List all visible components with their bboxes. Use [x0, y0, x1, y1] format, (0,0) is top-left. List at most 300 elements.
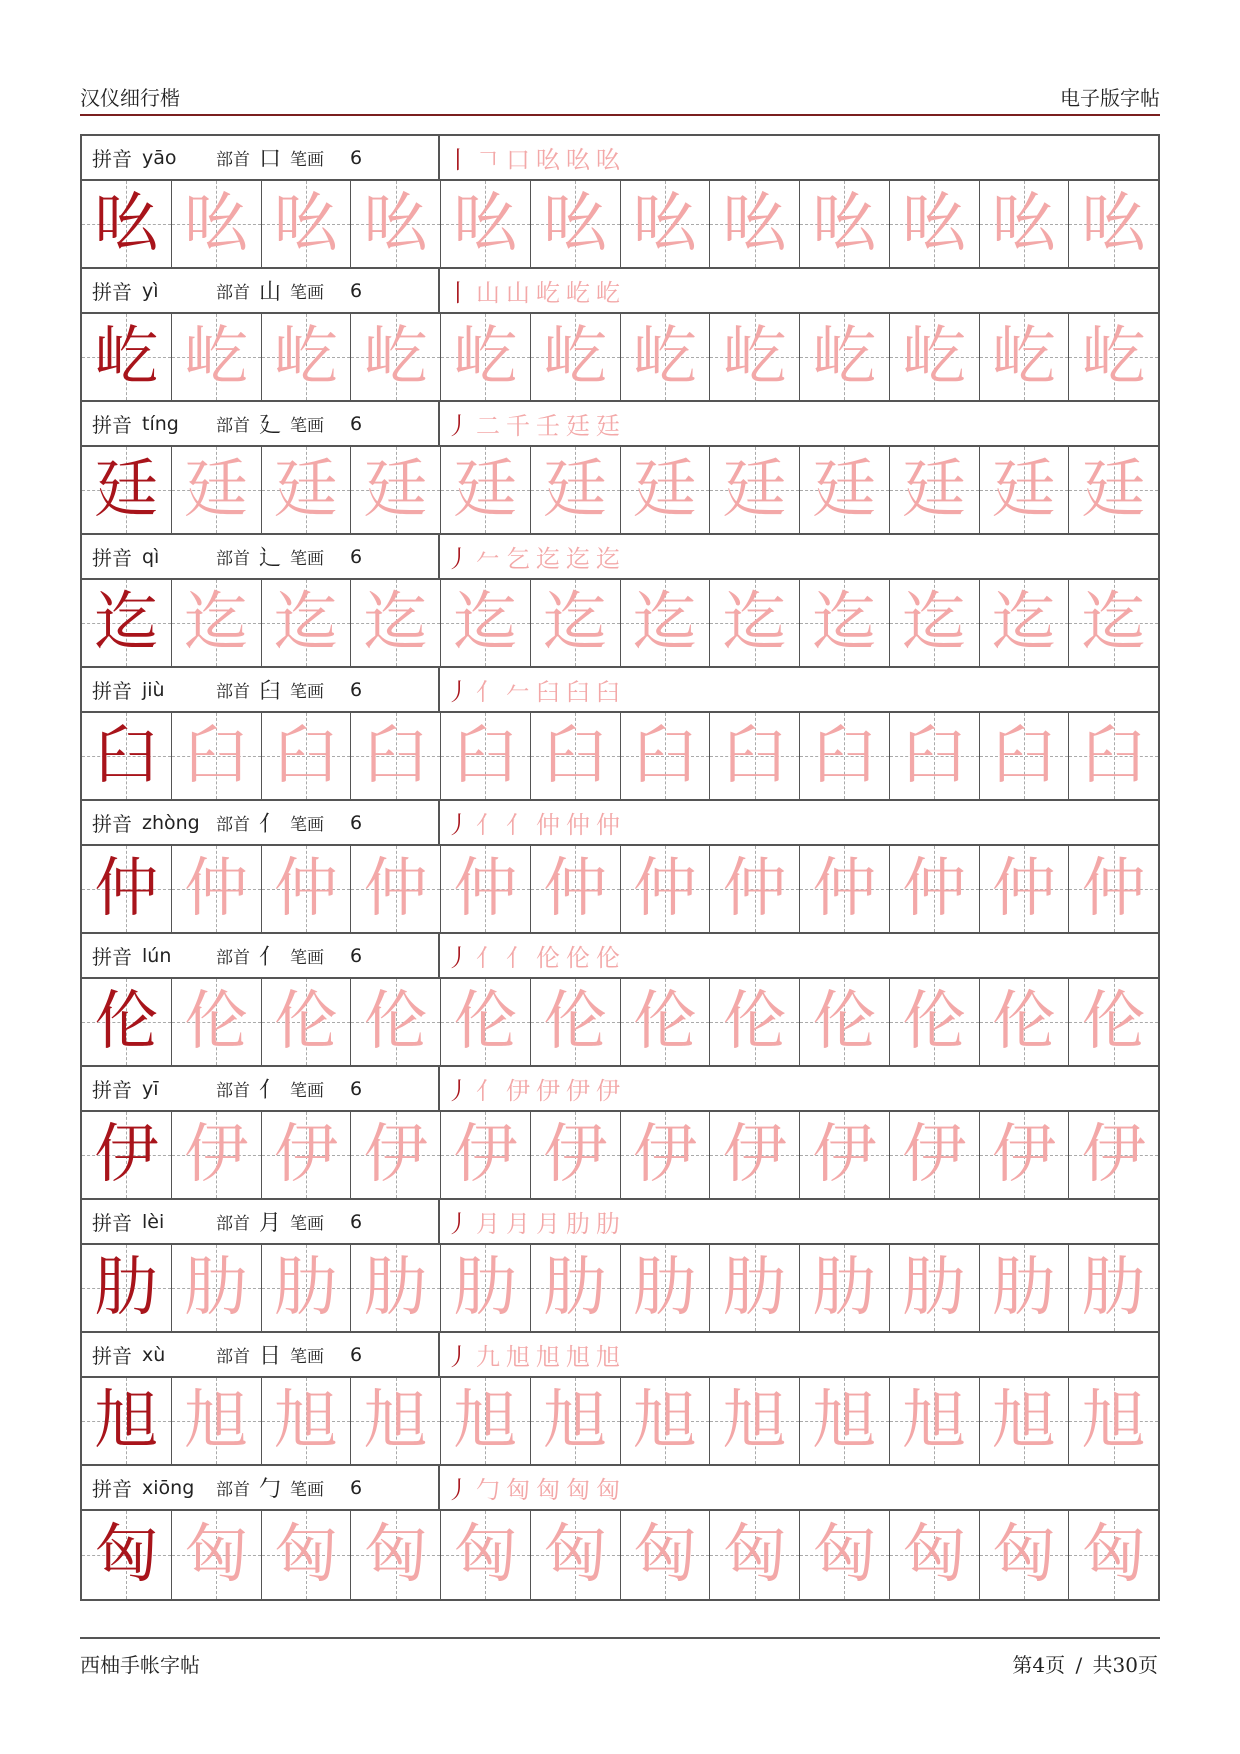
radical-label: 部首 — [216, 416, 250, 436]
trace-character: 匈 — [902, 1518, 967, 1592]
stroke-step: 丿 — [446, 545, 470, 573]
radical-value: 月 — [258, 1211, 281, 1236]
trace-character: 屹 — [273, 320, 338, 394]
stroke-step: 丿 — [446, 1077, 470, 1105]
trace-character: 伦 — [363, 985, 428, 1059]
trace-character-cell — [800, 846, 890, 932]
pinyin-value: tíng — [142, 412, 179, 435]
trace-character-cell — [710, 1511, 800, 1599]
pinyin-label: 拼音 — [92, 147, 132, 171]
trace-character-cell — [441, 580, 531, 666]
pinyin-label: 拼音 — [92, 1344, 132, 1368]
stroke-step: 臼 — [536, 678, 560, 706]
stroke-count-label: 笔画 — [290, 416, 324, 436]
stroke-step: 屹 — [536, 279, 560, 307]
pinyin-label: 拼音 — [92, 413, 132, 437]
character-meta — [82, 535, 440, 578]
trace-character-cell — [1069, 846, 1158, 932]
stroke-step: 丿 — [446, 1210, 470, 1238]
stroke-step: 臼 — [596, 678, 620, 706]
model-character: 屹 — [94, 320, 159, 394]
stroke-count-value: 6 — [350, 944, 363, 967]
pinyin-value: xù — [142, 1343, 166, 1366]
practice-grid-row — [82, 580, 1158, 668]
trace-character: 迄 — [722, 586, 787, 660]
character-entry — [82, 269, 1158, 402]
trace-character-cell — [441, 979, 531, 1065]
trace-character-cell — [890, 447, 980, 533]
stroke-step: 亻 — [506, 944, 530, 972]
character-meta — [82, 1067, 440, 1110]
trace-character-cell — [531, 181, 621, 267]
trace-character: 旭 — [1081, 1384, 1146, 1458]
trace-character-cell — [621, 181, 711, 267]
stroke-count-label: 笔画 — [290, 1480, 324, 1500]
trace-character: 屹 — [991, 320, 1056, 394]
trace-character-cell — [172, 713, 262, 799]
practice-grid-row — [82, 846, 1158, 934]
model-character-cell — [82, 181, 172, 267]
trace-character-cell — [351, 1378, 441, 1464]
model-character-cell — [82, 1245, 172, 1331]
model-character: 臼 — [94, 719, 159, 793]
stroke-step: 壬 — [536, 412, 560, 440]
trace-character-cell — [980, 1245, 1070, 1331]
trace-character: 旭 — [453, 1384, 518, 1458]
radical-value: 臼 — [258, 679, 281, 704]
model-character-cell — [82, 1112, 172, 1198]
trace-character-cell — [172, 1245, 262, 1331]
page-footer — [80, 1637, 1160, 1679]
stroke-step: 丿 — [446, 1343, 470, 1371]
stroke-step: 伦 — [566, 944, 590, 972]
trace-character-cell — [980, 1378, 1070, 1464]
trace-character-cell — [172, 1511, 262, 1599]
character-meta — [82, 934, 440, 977]
page-separator: / — [1075, 1653, 1083, 1677]
trace-character: 仲 — [543, 852, 608, 926]
trace-character: 吆 — [812, 187, 877, 261]
trace-character: 肋 — [632, 1251, 697, 1325]
trace-character: 臼 — [453, 719, 518, 793]
trace-character-cell — [890, 1378, 980, 1464]
trace-character: 肋 — [184, 1251, 249, 1325]
trace-character: 迄 — [902, 586, 967, 660]
model-character: 肋 — [94, 1251, 159, 1325]
stroke-step: 伊 — [566, 1077, 590, 1105]
stroke-step: 伊 — [596, 1077, 620, 1105]
trace-character: 屹 — [363, 320, 428, 394]
stroke-step: 旭 — [506, 1343, 530, 1371]
trace-character: 廷 — [722, 453, 787, 527]
stroke-order-sequence — [440, 1067, 1158, 1110]
stroke-step: 丿 — [446, 412, 470, 440]
trace-character: 臼 — [543, 719, 608, 793]
trace-character: 迄 — [184, 586, 249, 660]
radical-value: 廴 — [258, 413, 281, 438]
practice-grid-row — [82, 1378, 1158, 1466]
trace-character-cell — [531, 1378, 621, 1464]
stroke-step: 𠃍 — [476, 146, 500, 174]
trace-character-cell — [800, 713, 890, 799]
trace-character-cell — [262, 1378, 352, 1464]
trace-character: 廷 — [902, 453, 967, 527]
trace-character-cell — [262, 979, 352, 1065]
trace-character-cell — [710, 181, 800, 267]
trace-character-cell — [890, 1511, 980, 1599]
pinyin-label: 拼音 — [92, 1211, 132, 1235]
trace-character-cell — [351, 580, 441, 666]
radical-label: 部首 — [216, 815, 250, 835]
stroke-step: 屹 — [596, 279, 620, 307]
trace-character: 吆 — [543, 187, 608, 261]
trace-character-cell — [172, 447, 262, 533]
trace-character: 伊 — [1081, 1118, 1146, 1192]
trace-character: 伊 — [722, 1118, 787, 1192]
trace-character-cell — [980, 979, 1070, 1065]
page-number: 第4页 — [1012, 1653, 1066, 1677]
stroke-step: 肋 — [596, 1210, 620, 1238]
page-total: 共30页 — [1092, 1653, 1158, 1677]
trace-character: 匈 — [184, 1518, 249, 1592]
trace-character-cell — [262, 447, 352, 533]
trace-character-cell — [890, 979, 980, 1065]
trace-character: 肋 — [812, 1251, 877, 1325]
stroke-step: 丿 — [446, 811, 470, 839]
model-character: 迄 — [94, 586, 159, 660]
stroke-step: 屹 — [566, 279, 590, 307]
trace-character: 廷 — [453, 453, 518, 527]
stroke-step: 𠂉 — [476, 545, 500, 573]
trace-character-cell — [351, 1511, 441, 1599]
trace-character-cell — [621, 447, 711, 533]
model-character-cell — [82, 713, 172, 799]
radical-label: 部首 — [216, 1081, 250, 1101]
stroke-step: 月 — [506, 1210, 530, 1238]
trace-character: 迄 — [1081, 586, 1146, 660]
trace-character-cell — [1069, 1245, 1158, 1331]
stroke-count-label: 笔画 — [290, 150, 324, 170]
trace-character-cell — [441, 1112, 531, 1198]
stroke-step: 亻 — [476, 944, 500, 972]
trace-character-cell — [710, 713, 800, 799]
trace-character-cell — [531, 580, 621, 666]
trace-character: 迄 — [812, 586, 877, 660]
trace-character-cell — [262, 1511, 352, 1599]
trace-character-cell — [800, 1511, 890, 1599]
stroke-step: 二 — [476, 412, 500, 440]
stroke-step: 匈 — [506, 1476, 530, 1504]
pinyin-label: 拼音 — [92, 812, 132, 836]
character-info-row — [82, 136, 1158, 181]
trace-character: 伊 — [991, 1118, 1056, 1192]
stroke-count-label: 笔画 — [290, 682, 324, 702]
model-character: 仲 — [94, 852, 159, 926]
trace-character-cell — [351, 979, 441, 1065]
practice-grid-row — [82, 713, 1158, 801]
trace-character-cell — [890, 181, 980, 267]
trace-character-cell — [262, 1245, 352, 1331]
trace-character-cell — [1069, 314, 1158, 400]
stroke-count-value: 6 — [350, 1210, 363, 1233]
stroke-step: 丿 — [446, 678, 470, 706]
character-entry — [82, 535, 1158, 668]
pinyin-value: lèi — [142, 1210, 165, 1233]
radical-value: 亻 — [258, 1078, 281, 1103]
stroke-count-value: 6 — [350, 1476, 363, 1499]
model-character: 匈 — [94, 1518, 159, 1592]
character-entry — [82, 668, 1158, 801]
trace-character: 吆 — [1081, 187, 1146, 261]
trace-character: 肋 — [543, 1251, 608, 1325]
trace-character-cell — [262, 1112, 352, 1198]
trace-character: 匈 — [273, 1518, 338, 1592]
radical-value: 山 — [258, 280, 281, 305]
trace-character: 伊 — [453, 1118, 518, 1192]
trace-character-cell — [351, 181, 441, 267]
model-character-cell — [82, 846, 172, 932]
trace-character-cell — [710, 447, 800, 533]
trace-character: 迄 — [632, 586, 697, 660]
trace-character: 臼 — [1081, 719, 1146, 793]
trace-character: 伦 — [543, 985, 608, 1059]
radical-label: 部首 — [216, 1480, 250, 1500]
model-character: 廷 — [94, 453, 159, 527]
stroke-step: 旭 — [566, 1343, 590, 1371]
trace-character: 廷 — [273, 453, 338, 527]
stroke-step: 迄 — [596, 545, 620, 573]
stroke-step: 丨 — [446, 279, 470, 307]
trace-character: 廷 — [812, 453, 877, 527]
trace-character-cell — [172, 1112, 262, 1198]
trace-character-cell — [800, 580, 890, 666]
stroke-step: 丿 — [446, 1476, 470, 1504]
character-info-row — [82, 1333, 1158, 1378]
trace-character-cell — [621, 846, 711, 932]
trace-character-cell — [351, 447, 441, 533]
character-meta — [82, 1200, 440, 1243]
radical-value: 勹 — [258, 1477, 281, 1502]
trace-character: 臼 — [632, 719, 697, 793]
trace-character: 伊 — [363, 1118, 428, 1192]
stroke-step: 仲 — [536, 811, 560, 839]
character-entry — [82, 801, 1158, 934]
trace-character: 肋 — [453, 1251, 518, 1325]
model-character-cell — [82, 979, 172, 1065]
pinyin-value: zhòng — [142, 811, 200, 834]
stroke-count-label: 笔画 — [290, 283, 324, 303]
stroke-count-value: 6 — [350, 678, 363, 701]
trace-character: 臼 — [273, 719, 338, 793]
trace-character-cell — [1069, 1112, 1158, 1198]
trace-character: 廷 — [1081, 453, 1146, 527]
trace-character-cell — [441, 314, 531, 400]
trace-character: 迄 — [273, 586, 338, 660]
stroke-step: 匈 — [536, 1476, 560, 1504]
trace-character: 匈 — [1081, 1518, 1146, 1592]
stroke-count-label: 笔画 — [290, 1081, 324, 1101]
model-character: 伦 — [94, 985, 159, 1059]
trace-character: 旭 — [812, 1384, 877, 1458]
stroke-step: 伊 — [536, 1077, 560, 1105]
model-character: 吆 — [94, 187, 159, 261]
trace-character-cell — [351, 314, 441, 400]
character-info-row — [82, 269, 1158, 314]
trace-character-cell — [890, 713, 980, 799]
radical-label: 部首 — [216, 150, 250, 170]
stroke-step: 月 — [536, 1210, 560, 1238]
pinyin-label: 拼音 — [92, 1078, 132, 1102]
trace-character-cell — [621, 1378, 711, 1464]
trace-character-cell — [980, 181, 1070, 267]
trace-character: 仲 — [812, 852, 877, 926]
trace-character: 旭 — [363, 1384, 428, 1458]
trace-character: 匈 — [632, 1518, 697, 1592]
stroke-count-value: 6 — [350, 1077, 363, 1100]
practice-grid-row — [82, 181, 1158, 269]
model-character-cell — [82, 1511, 172, 1599]
trace-character-cell — [1069, 181, 1158, 267]
trace-character-cell — [172, 1378, 262, 1464]
pinyin-label: 拼音 — [92, 945, 132, 969]
trace-character: 仲 — [902, 852, 967, 926]
trace-character: 伊 — [273, 1118, 338, 1192]
radical-value: 口 — [258, 147, 281, 172]
trace-character: 屹 — [812, 320, 877, 394]
stroke-order-sequence — [440, 269, 1158, 312]
trace-character: 臼 — [991, 719, 1056, 793]
trace-character: 伦 — [273, 985, 338, 1059]
model-character: 伊 — [94, 1118, 159, 1192]
trace-character: 仲 — [273, 852, 338, 926]
trace-character-cell — [800, 181, 890, 267]
character-entry — [82, 402, 1158, 535]
font-name: 汉仪细行楷 — [80, 86, 180, 110]
trace-character-cell — [1069, 979, 1158, 1065]
trace-character-cell — [172, 181, 262, 267]
trace-character: 伊 — [902, 1118, 967, 1192]
trace-character-cell — [800, 979, 890, 1065]
stroke-step: 廷 — [596, 412, 620, 440]
trace-character: 迄 — [543, 586, 608, 660]
character-entry — [82, 1200, 1158, 1333]
trace-character-cell — [710, 846, 800, 932]
pinyin-label: 拼音 — [92, 280, 132, 304]
stroke-step: 仲 — [566, 811, 590, 839]
stroke-step: 亻 — [476, 1077, 500, 1105]
trace-character: 匈 — [363, 1518, 428, 1592]
trace-character-cell — [710, 580, 800, 666]
trace-character: 屹 — [722, 320, 787, 394]
trace-character: 屹 — [184, 320, 249, 394]
trace-character-cell — [710, 1378, 800, 1464]
trace-character-cell — [172, 314, 262, 400]
character-info-row — [82, 1067, 1158, 1112]
document-type: 电子版字帖 — [1060, 86, 1160, 110]
character-meta — [82, 136, 440, 179]
stroke-step: 吆 — [566, 146, 590, 174]
trace-character-cell — [441, 1378, 531, 1464]
stroke-count-label: 笔画 — [290, 815, 324, 835]
trace-character: 屹 — [453, 320, 518, 394]
stroke-step: 千 — [506, 412, 530, 440]
trace-character-cell — [980, 314, 1070, 400]
trace-character-cell — [800, 447, 890, 533]
trace-character: 伦 — [184, 985, 249, 1059]
trace-character: 肋 — [902, 1251, 967, 1325]
trace-character: 屹 — [632, 320, 697, 394]
trace-character-cell — [531, 447, 621, 533]
trace-character-cell — [710, 1245, 800, 1331]
trace-character-cell — [441, 181, 531, 267]
trace-character-cell — [621, 1112, 711, 1198]
stroke-step: 吆 — [596, 146, 620, 174]
trace-character-cell — [800, 314, 890, 400]
trace-character-cell — [710, 979, 800, 1065]
trace-character: 仲 — [363, 852, 428, 926]
trace-character-cell — [262, 181, 352, 267]
trace-character-cell — [262, 846, 352, 932]
trace-character: 屹 — [1081, 320, 1146, 394]
trace-character: 吆 — [902, 187, 967, 261]
stroke-step: 口 — [506, 146, 530, 174]
trace-character-cell — [531, 314, 621, 400]
trace-character: 伦 — [632, 985, 697, 1059]
radical-label: 部首 — [216, 1214, 250, 1234]
trace-character-cell — [351, 713, 441, 799]
trace-character-cell — [1069, 447, 1158, 533]
stroke-step: 勹 — [476, 1476, 500, 1504]
stroke-step: 廷 — [566, 412, 590, 440]
trace-character: 仲 — [722, 852, 787, 926]
character-meta — [82, 801, 440, 844]
trace-character: 仲 — [184, 852, 249, 926]
trace-character-cell — [980, 580, 1070, 666]
character-info-row — [82, 1466, 1158, 1511]
trace-character: 匈 — [722, 1518, 787, 1592]
trace-character: 伦 — [902, 985, 967, 1059]
radical-value: 辶 — [258, 546, 281, 571]
trace-character-cell — [800, 1378, 890, 1464]
trace-character-cell — [621, 713, 711, 799]
trace-character-cell — [980, 713, 1070, 799]
practice-grid-row — [82, 447, 1158, 535]
character-info-row — [82, 1200, 1158, 1245]
character-entry — [82, 1466, 1158, 1599]
practice-grid-row — [82, 979, 1158, 1067]
trace-character-cell — [441, 1245, 531, 1331]
stroke-count-value: 6 — [350, 412, 363, 435]
stroke-step: 伊 — [506, 1077, 530, 1105]
stroke-step: 匈 — [566, 1476, 590, 1504]
trace-character-cell — [980, 1511, 1070, 1599]
stroke-step: 亻 — [476, 678, 500, 706]
character-info-row — [82, 801, 1158, 846]
stroke-step: 丨 — [446, 146, 470, 174]
pinyin-value: yī — [142, 1077, 159, 1100]
trace-character: 伦 — [991, 985, 1056, 1059]
trace-character-cell — [531, 713, 621, 799]
trace-character: 仲 — [1081, 852, 1146, 926]
trace-character: 臼 — [902, 719, 967, 793]
stroke-step: 旭 — [536, 1343, 560, 1371]
trace-character-cell — [980, 447, 1070, 533]
character-info-row — [82, 535, 1158, 580]
stroke-order-sequence — [440, 136, 1158, 179]
stroke-step: 亻 — [506, 811, 530, 839]
trace-character: 吆 — [632, 187, 697, 261]
trace-character-cell — [531, 846, 621, 932]
